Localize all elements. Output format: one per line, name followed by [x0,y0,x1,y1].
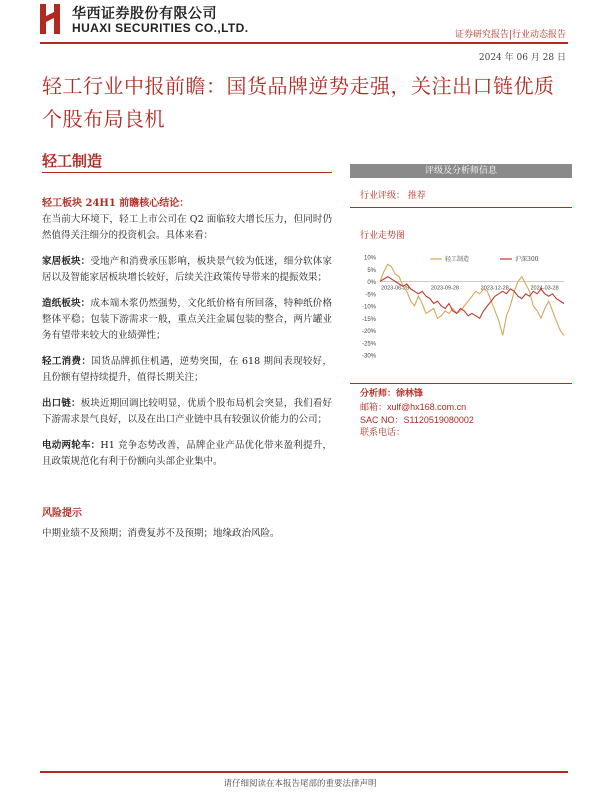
series-line [380,264,564,335]
paragraph-text: 国货品牌抓住机遇，逆势突围，在 618 期间表现较好，且份额有望持续提升，值得长期关注； [42,356,332,383]
industry-rating: 行业评级： 推荐 [360,191,426,201]
legend-label: 沪深300 [515,256,539,263]
y-tick-label: -30% [361,353,376,360]
company-name-en: HUAXI SECURITIES CO.,LTD. [72,21,249,35]
x-tick-label: 2023-06-28 [381,285,410,292]
y-tick-label: 5% [367,267,376,274]
summary-intro: 在当前大环境下，轻工上市公司在 Q2 面临较大增长压力，但同时仍然值得关注细分的投资机会。具体来看： [42,214,332,241]
analyst-name: 分析师：徐林锋 [360,389,424,399]
analyst-divider [350,383,572,384]
x-tick-label: 2023-12-28 [480,285,509,292]
paragraph-text: 成本端木浆仍然强势，文化纸价格有所回落，特种纸价格整体平稳；包装下游需求一般，重点关注金属包装的整合，两片罐业务有望带来较大的业绩弹性； [42,298,332,341]
analyst-phone: 联系电话： [360,428,406,438]
risk-text: 中期业绩不及预期；消费复苏不及预期；地缘政治风险。 [42,528,280,539]
paragraph-lead: 出口链： [42,398,81,409]
series-line [380,277,564,319]
paragraph-paper [42,296,332,344]
paragraph-lead: 轻工消费： [42,356,92,367]
paragraph-export [42,396,332,428]
report-date: 2024 年 06 月 28 日 [478,53,566,63]
analyst-sidebar [350,164,572,440]
sector-divider [42,172,332,173]
company-name-cn: 华西证券股份有限公司 [72,6,217,22]
paragraph-lead: 电动两轮车： [42,440,101,451]
analyst-sac: SAC NO：S1120519080002 [360,415,474,425]
analyst-info [360,388,572,440]
report-title: 轻工行业中报前瞻：国货品牌逆势走强，关注出口链优质个股布局良机 [42,74,555,131]
summary-section [42,196,332,480]
summary-title: 轻工板块 24H1 前瞻核心结论： [42,198,190,209]
risk-section [42,506,332,542]
paragraph-text: H1 竞争态势改善，品牌企业产品优化带来盈利提升，且政策规范化有利于份额向头部企业集中。 [42,440,332,467]
rating-divider [350,207,572,208]
y-tick-label: -5% [365,292,376,299]
analyst-email: 邮箱：xulf@hx168.com.cn [360,402,467,412]
trend-chart-title: 行业走势图 [360,231,406,241]
y-tick-label: -25% [361,341,376,348]
x-tick-label: 2024-03-28 [530,285,559,292]
legal-notice: 请仔细阅读在本报告尾部的重要法律声明 [223,779,377,789]
y-tick-label: 0% [367,280,376,286]
huaxi-logo-icon [40,4,64,34]
sector-heading: 轻工制造 [42,152,103,170]
paragraph-text: 板块近期回调比较明显，优质个股布局机会突显，我们看好下游需求景气良好，以及在出口产业链中具有较强议价能力的公司； [42,398,332,425]
risk-title: 风险提示 [42,508,82,519]
legend-label: 轻工制造 [445,256,470,263]
sidebar-header: 评级及分析师信息 [350,164,572,178]
paragraph-consumer [42,354,332,386]
y-tick-label: -10% [361,304,376,311]
y-tick-label: -15% [361,316,376,323]
industry-trend-chart [350,251,572,371]
paragraph-home-furnishing [42,254,332,286]
footer-divider [40,771,568,773]
paragraph-text: 受地产和消费承压影响，板块景气较为低迷，细分软体家居以及智能家居板块增长较好，后续关注政策传导带来的提振效果； [42,256,332,283]
paragraph-ebike [42,438,332,470]
y-tick-label: 10% [363,255,376,262]
paragraph-lead: 家居板块： [42,256,91,267]
header-divider [40,42,568,44]
report-type: 证券研究报告|行业动态报告 [454,30,566,40]
y-tick-label: -20% [361,329,376,335]
x-tick-label: 2023-09-28 [430,285,459,292]
paragraph-lead: 造纸板块： [42,298,91,309]
